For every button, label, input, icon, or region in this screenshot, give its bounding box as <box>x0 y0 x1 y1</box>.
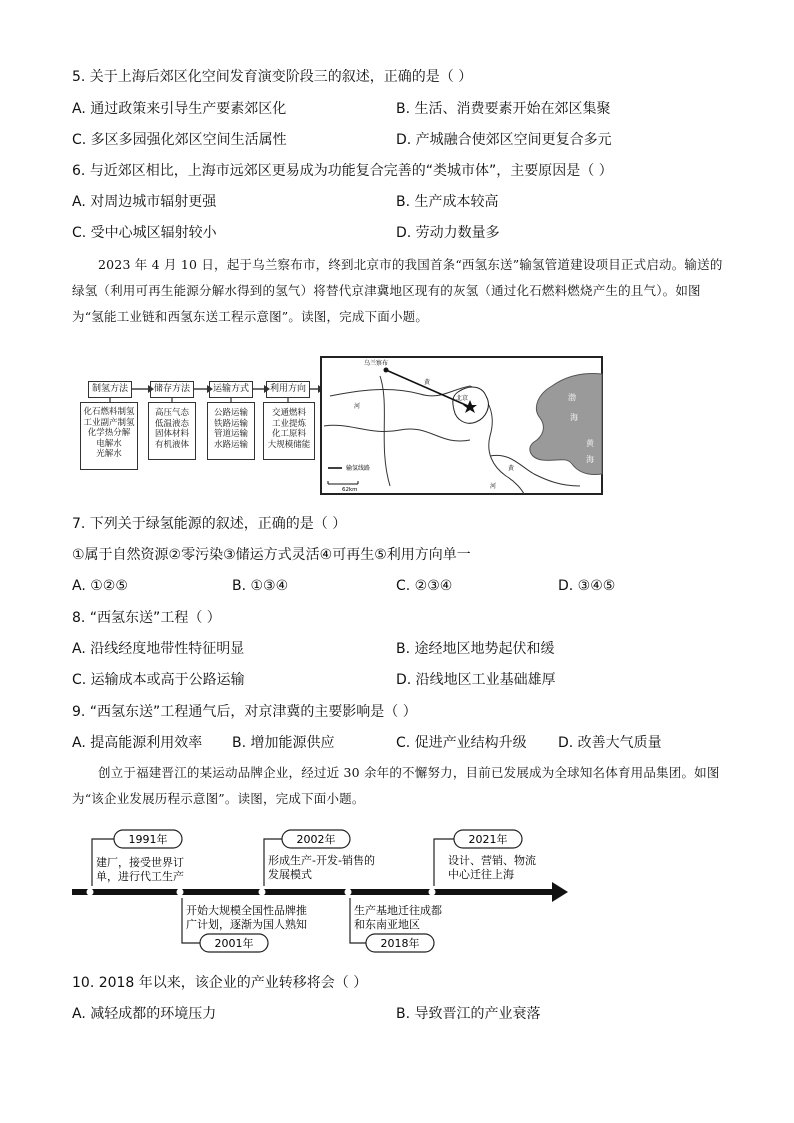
q9-option-b: B. 增加能源供应 <box>232 735 335 751</box>
event-text-2021-line2: 中心迁往上海 <box>448 868 514 881</box>
q8-option-d: D. 沿线地区工业基础雄厚 <box>396 672 556 688</box>
timeline-dot <box>87 889 94 896</box>
chain-item: 铁路运输 <box>213 418 248 429</box>
chain-item: 电解水 <box>96 438 122 449</box>
q7-option-b: B. ①③④ <box>232 578 289 594</box>
chain-item: 管道运输 <box>213 429 248 439</box>
ulanqab-dot-icon <box>384 368 389 373</box>
west-east-hydrogen-map <box>320 356 604 496</box>
q9-stem: 9. “西氢东送”工程通气后，对京津冀的主要影响是（ ） <box>72 704 417 720</box>
q7-option-d: D. ③④⑤ <box>558 578 616 594</box>
q5-option-d: D. 产城融合使郊区空间更复合多元 <box>396 132 612 148</box>
chain-item: 低温液态 <box>154 418 189 429</box>
chain-box-usage <box>263 402 315 460</box>
q9-option-d: D. 改善大气质量 <box>558 735 662 751</box>
event-text-1991-line2: 单，进行代工生产 <box>96 870 184 883</box>
timeline-dot <box>177 889 184 896</box>
q6-option-d: D. 劳动力数量多 <box>396 225 500 241</box>
year-label-2002: 2002年 <box>296 833 336 846</box>
event-text-1991-line1: 建厂，接受世界订 <box>96 856 184 869</box>
chain-item: 水路运输 <box>213 439 248 450</box>
q8-stem: 8. “西氢东送”工程（ ） <box>72 610 221 626</box>
event-text-2002-line2: 发展模式 <box>268 868 312 881</box>
q10-stem: 10. 2018 年以来，该企业的产业转移将会（ ） <box>72 975 368 991</box>
event-text-2001-line1: 开始大规模全国性品牌推 <box>186 904 307 917</box>
chain-head-production: 制氢方法 <box>88 381 132 398</box>
chain-box-storage <box>148 402 196 460</box>
map-label-yellowsea-1: 黄 <box>586 439 594 448</box>
q6-option-a: A. 对周边城市辐射更强 <box>72 194 217 210</box>
q6-option-c: C. 受中心城区辐射较小 <box>72 225 217 241</box>
chain-item: 有机液体 <box>154 439 189 450</box>
year-label-1991: 1991年 <box>128 833 168 846</box>
q5-option-b: B. 生活、消费要素开始在郊区集聚 <box>396 101 611 117</box>
year-label-2001: 2001年 <box>214 937 254 950</box>
q5-stem: 5. 关于上海后郊区化空间发育演变阶段三的叙述，正确的是（ ） <box>72 69 473 85</box>
map-label-river: 河 <box>354 403 361 410</box>
year-label-2018: 2018年 <box>380 937 420 950</box>
map-label-bohai-1: 渤 <box>568 393 576 402</box>
chain-item: 大规模储能 <box>267 439 311 450</box>
chain-item: 公路运输 <box>213 408 248 418</box>
map-label-beijing: 北京 <box>456 395 469 402</box>
chain-item: 固体材料 <box>154 429 189 439</box>
chain-item: 化石燃料制氢 <box>83 407 135 417</box>
q5-option-c: C. 多区多园强化郊区空间生活属性 <box>72 132 287 148</box>
q7-option-a: A. ①②⑤ <box>72 578 128 594</box>
chain-box-production <box>80 402 138 470</box>
q10-option-b: B. 导致晋江的产业衰落 <box>396 1006 541 1022</box>
timeline-dot <box>345 889 352 896</box>
map-label-ulanqab: 乌兰察布 <box>364 360 389 367</box>
enterprise-timeline <box>70 826 572 956</box>
chain-item: 交通燃料 <box>271 408 306 418</box>
chain-item: 工业副产制氢 <box>83 417 135 428</box>
q7-items: ①属于自然资源②零污染③储运方式灵活④可再生⑤利用方向单一 <box>72 547 471 563</box>
q5-option-a: A. 通过政策来引导生产要素郊区化 <box>72 101 287 117</box>
event-text-2001-line2: 广计划，逐渐为国人熟知 <box>186 918 307 931</box>
chain-box-transport <box>207 402 255 460</box>
q6-option-b: B. 生产成本较高 <box>396 194 499 210</box>
q8-option-a: A. 沿线经度地带性特征明显 <box>72 641 245 657</box>
chain-item: 化学热分解 <box>87 428 131 438</box>
q10-option-a: A. 减轻成都的环境压力 <box>72 1006 217 1022</box>
event-text-2018-line2: 和东南亚地区 <box>354 918 420 931</box>
q9-option-a: A. 提高能源利用效率 <box>72 735 203 751</box>
timeline-dot <box>429 889 436 896</box>
q7-option-c: C. ②③④ <box>396 578 453 594</box>
q8-option-c: C. 运输成本或高于公路运输 <box>72 672 245 688</box>
chain-head-usage: 利用方向 <box>266 381 310 398</box>
chain-item: 化工原料 <box>271 429 306 439</box>
event-text-2021-line1: 设计、营销、物流 <box>448 854 536 867</box>
q8-option-b: B. 途经地区地势起伏和缓 <box>396 641 555 657</box>
chain-head-storage: 储存方法 <box>150 381 194 398</box>
event-text-2002-line1: 形成生产-开发-销售的 <box>268 854 375 867</box>
timeline-dot <box>259 889 266 896</box>
map-scale-label: 62km <box>342 487 358 493</box>
brand-intro-paragraph: 创立于福建晋江的某运动品牌企业，经过近 30 余年的不懈努力，目前已发展成为全球知名体育用品集团。如图为“该企业发展历程示意图”。读图，完成下面小题。 <box>72 765 720 806</box>
hydrogen-intro-paragraph: 2023 年 4 月 10 日，起于乌兰察布市，终到北京市的我国首条“西氢东送”输氢管道建设项目正式启动。输送的绿氢（利用可再生能源分解水得到的氢气）将替代京津冀地区现有的灰氢（通过化石燃料燃烧产生的且气）。如图为“氢能工业链和西氢东送工程示意图”。读图，完成下面小题。 <box>72 257 723 324</box>
map-label-yellowsea-2: 海 <box>586 455 594 464</box>
chain-item: 光解水 <box>96 449 122 459</box>
map-label-bohai-2: 海 <box>570 413 578 422</box>
chain-item: 高压气态 <box>154 408 189 418</box>
q7-stem: 7. 下列关于绿氢能源的叙述，正确的是（ ） <box>72 516 347 532</box>
map-label-river: 黄 <box>508 465 515 472</box>
map-legend-label: 输氢线路 <box>346 465 371 472</box>
chain-item: 工业提炼 <box>271 418 306 429</box>
map-label-river: 河 <box>490 483 497 490</box>
map-label-river: 黄 <box>424 379 431 386</box>
event-text-2018-line1: 生产基地迁往成都 <box>354 904 442 917</box>
chain-head-transport: 运输方式 <box>209 381 253 398</box>
year-label-2021: 2021年 <box>468 833 508 846</box>
timeline-arrow-icon <box>552 882 568 902</box>
q6-stem: 6. 与近郊区相比，上海市远郊区更易成为功能复合完善的“类城市体”，主要原因是（ ） <box>72 163 613 179</box>
q9-option-c: C. 促进产业结构升级 <box>396 735 527 751</box>
